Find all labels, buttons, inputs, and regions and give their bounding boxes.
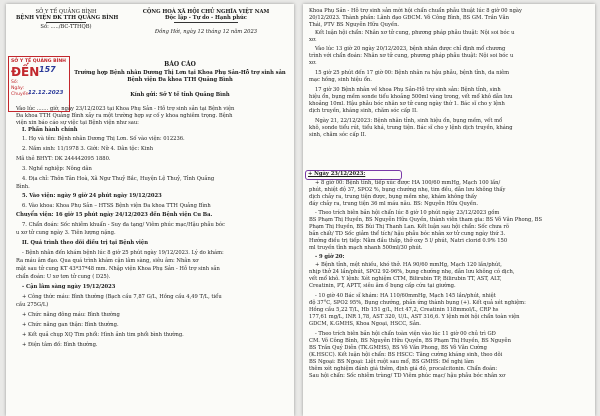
- body-line: 3. Nghề nghiệp: Nông dân: [22, 166, 92, 172]
- stamp-number-handwritten: 157: [39, 65, 56, 74]
- body-line: trình với chẩn đoán: Nhân xơ tử cung, phương pháp phẫu thuật: Nội soi bóc u: [309, 53, 514, 59]
- body-line: + Chức năng gan thận: Bình thường.: [22, 322, 119, 328]
- header-divider-right: [174, 22, 238, 23]
- body-line: 20/12/2023. Thành phần: Lãnh đạo GĐCM. Võ Công Bình, BS GM. Trần Văn: [309, 15, 509, 21]
- body-line: + Kết quả chụp XQ Tim phổi: Hình ảnh tim phổi bình thường.: [22, 332, 184, 338]
- body-line: - Theo trích biên bản hội chẩn toàn viện vào lúc 11 giờ 00 chủ trì GĐ: [315, 331, 496, 337]
- body-line: + 8 giờ 00: Bệnh tỉnh, tiếp xúc được HA 100/60 mmHg, Mạch 100 lần/: [315, 180, 501, 186]
- stamp-forward-label: Chuyển:: [11, 92, 31, 97]
- document-number: Số: ...../BC-TTHQB): [40, 24, 92, 30]
- body-line: Ngày 21, 22/12/2023: Bệnh nhân tỉnh, sinh hiệu ổn, bụng mềm, vết mổ: [315, 118, 503, 124]
- body-line: Mã thẻ BHYT: DK 244442095 1880.: [16, 156, 111, 162]
- body-line: chẩn đoán: U xơ tơn tử cung ( D25).: [16, 274, 111, 280]
- body-line: độ 37°C, SPO2 95%, Bụng chướng, phản ứng thành bụng (+). Kết quả xét nghiệm:: [309, 300, 526, 306]
- body-line: + Công thức máu: Bình thường (Bạch cầu 7,87 G/L, Hồng cầu 4,49 T/L, tiểu: [22, 294, 222, 300]
- body-line: BS Phạm Thị Huyền, BS Nguyễn Hữu Quyền, thành viên tham gia: BS Võ Văn Phong, BS: [309, 217, 542, 223]
- header-org-line-1: SỞ Y TẾ QUẢNG BÌNH: [35, 9, 97, 15]
- body-line: 7. Chẩn đoán: Sốc nhiễm khuẩn - Suy đa tạng/ Viêm phúc mạc/Hậu phẫu bóc: [22, 222, 225, 228]
- body-line: Phạm Thị Huyền, BS Bùi Thị Thanh Lan. Kết luận sau hội chẩn: Sốc chưa rõ: [309, 224, 509, 230]
- body-line: vết mổ khô. Y lệnh: Xét nghiệm CTM, Bilirubin TP, Bilirubin TT, AST, ALT,: [309, 276, 502, 282]
- body-line: 17 giờ 30 Bệnh nhân về khoa Phụ Sản-Hỗ trợ sinh sản: Bệnh tỉnh, sinh: [315, 87, 501, 93]
- header-org-line-2: BỆNH VIỆN ĐK TTH QUẢNG BÌNH: [16, 15, 119, 21]
- body-line: Vào lúc ....... giờ, ngày 23/12/2023 tại Khoa Phụ Sản - Hỗ trợ sinh sản tại Bệnh viện: [16, 106, 235, 112]
- body-line: thêm xét nghiệm đánh giá thêm, định giá đó, procalcitonin. Chẩn đoán:: [309, 366, 498, 372]
- incoming-stamp: [8, 56, 70, 112]
- body-line: viện xin báo cáo sự việc tại Bệnh viện như sau:: [16, 120, 139, 126]
- body-line: dịch chảy ra, trung tiện được, bụng mềm nhẹ, khám không thấy: [309, 194, 477, 200]
- report-subtitle-line-2: Bệnh viện Đa khoa TTH Quảng Bình: [127, 77, 233, 83]
- body-line: khô, sonde tiểu rút, tiểu khá, trung tiện. Bác sĩ cho y lệnh dịch truyền, kháng: [309, 125, 513, 131]
- body-line: 4. Địa chỉ: Thôn Tân Hoà, Xã Ngư Thuỷ Bắc, Huyện Lệ Thuỷ, Tỉnh Quảng: [22, 176, 215, 182]
- body-line: nhịp thở 24 lần/phút, SPO2 92-96%, bụng chướng nhẹ, dẫn lưu không có dịch,: [309, 269, 515, 275]
- stamp-date-label: Ngày:: [11, 86, 25, 91]
- body-line: 5. Vào viện: ngày 9 giờ 24 phút ngày 19/12/2023: [22, 193, 162, 199]
- body-line: bản chất/ TD Sốc giảm thể tích/ hậu phẫu bóc nhân xơ tử cung ngày thứ 3.: [309, 231, 506, 237]
- body-line: Đa khoa TTH Quảng Bình xảy ra một trường hợp sự cố y khoa nghiêm trọng. Bệnh: [16, 113, 233, 119]
- body-line: Creatinin, PT, APTT, siêu âm ổ bụng cấp cứu tại giường.: [309, 283, 456, 289]
- stamp-org: SỞ Y TẾ QUẢNG BÌNH: [11, 59, 67, 64]
- section-heading: I. Phần hành chính: [22, 127, 78, 133]
- body-line: Khoa Phụ Sản - Hỗ trợ sinh sản mời hội chẩn chuẩn phẫu thuật lúc 8 giờ 00 ngày: [309, 8, 522, 14]
- header-motto: Độc lập - Tự do - Hạnh phúc: [165, 15, 247, 21]
- body-line: - Cận lâm sàng ngày 19/12/2023: [22, 284, 116, 290]
- body-line: - 9 giờ 20:: [315, 254, 345, 260]
- body-line: hiệu ổn, bụng mềm sonde tiểu khoảng 500ml vàng trong, vết mổ khô dẫn lưu: [309, 94, 513, 100]
- body-line: mặt sau tử cung KT 43*37*48 mm. Nhập viện Khoa Phụ Sản - Hỗ trợ sinh sản: [16, 266, 220, 272]
- body-line: BS Trần Quý Diễn (TK.GMHS), BS Võ Văn Phong, BS Võ Văn Cường: [309, 345, 487, 351]
- body-line: Vào lúc 13 giờ 20 ngày 20/12/2023, bệnh nhân được chỉ định mổ chương: [315, 46, 506, 52]
- body-line: Hồng cầu 5,22 T/L, Hb 151 g/L, Hct 47,2, Creatinin 118mmol/L, CRP hs: [309, 307, 499, 313]
- body-line: - Theo trích biên bản hội chẩn lúc 8 giờ 10 phút ngày 23/12/2023 gồm: [315, 210, 500, 216]
- page-1: [6, 4, 294, 416]
- body-line: u xơ tử cung ngày 3. Tiên lượng nặng.: [16, 230, 116, 236]
- body-line: + Điện tâm đồ: Bình thường.: [22, 342, 98, 348]
- stamp-number-label: Số:: [11, 80, 19, 85]
- body-line: Bình.: [16, 184, 30, 190]
- report-subtitle-line-1: Trường hợp Bệnh nhân Dương Thị Lơn tại Khoa Phụ Sản-Hỗ trợ sinh sản: [74, 70, 286, 76]
- body-line: khoảng 10ml. Hậu phẫu bóc nhân xơ tử cung ngày thứ 1. Bác sĩ cho y lệnh: [309, 101, 505, 107]
- body-line: xơ.: [309, 60, 317, 66]
- body-line: 2. Năm sinh: 11/1978 3. Giới: Nữ 4. Dân tộc: Kinh: [22, 146, 154, 152]
- body-line: mạc hồng, sinh hiệu ổn.: [309, 77, 372, 83]
- body-line: + Bệnh tỉnh, mệt nhiều, khó thở. HA 90/60 mmHg, Mạch 120 lần/phút,: [315, 262, 502, 268]
- body-line: 177,61 mg/L, INR 1,78, AST 320, U/L, AST 316,6. Y lệnh mời hội chẩn toàn viện: [309, 314, 520, 320]
- body-line: CM. Võ Công Bình, BS Nguyễn Hữu Quyền, BS Phạm Thị Huyền, BS Nguyễn: [309, 338, 511, 344]
- body-line: xơ.: [309, 37, 317, 43]
- body-line: ml truyền tĩnh mạch nhanh 500ml/30 phút.: [309, 245, 423, 251]
- date-heading: + Ngày 23/12/2023:: [308, 171, 366, 177]
- body-line: + Chức năng đông máu: Bình thường: [22, 312, 120, 318]
- section-heading: II. Quá trình theo dõi điều trị tại Bệnh viện: [22, 240, 148, 246]
- report-title: BÁO CÁO: [164, 61, 196, 68]
- body-line: - 10 giờ 40 Bác sĩ khám: HA 110/60mmHg, Mạch 145 lần/phút, nhiệt: [315, 293, 496, 299]
- body-line: BS Ngoại: BS Ngoại: Liệt ruột sau mổ, BS GMHS: Đề nghị làm: [309, 359, 474, 365]
- body-line: đáy chảy ra, trung tiện 36 ml máu nâu. BS: Nguyễn Hữu Quyền.: [309, 201, 478, 207]
- body-line: Kết luận hội chẩn: Nhân xơ tử cung, phương pháp phẫu thuật: Nội soi bóc u: [315, 30, 515, 36]
- body-line: Sau hội chẩn: Sốc nhiễm trùng/ TD Viêm phúc mạc/ hậu phẫu bóc nhân xơ: [309, 373, 506, 379]
- body-line: Chuyển viện: 16 giờ 15 phút ngày 24/12/2023 đến Bệnh viện Cu Ba.: [16, 212, 213, 218]
- recipient-line: Kính gửi: Sở Y tế tỉnh Quảng Bình: [130, 92, 230, 98]
- header-divider-left: [46, 22, 86, 23]
- body-line: Thái, PTV BS Nguyễn Hữu Quyền.: [309, 22, 400, 28]
- body-line: 1. Họ và tên: Bệnh nhân Dương Thị Lơn. Số vào viện: 012236.: [22, 136, 185, 142]
- body-line: - Bệnh nhân đến khám bệnh lúc 8 giờ 25 phút ngày 19/12/2023. Lý do khám:: [22, 250, 224, 256]
- body-line: Hướng điều trị tiếp: Nằm đầu thấp, thở oxy 5 l/ phút, Natri clorid 0.9% 150: [309, 238, 508, 244]
- body-line: dịch truyền, kháng sinh, chăm sóc cấp II.: [309, 108, 418, 114]
- body-line: Ra máu âm đạo. Qua quá trình khám cận lâm sàng, siêu âm: Nhân xơ: [16, 258, 199, 264]
- page-2: [303, 4, 595, 416]
- body-line: sinh, chăm sóc cấp II.: [309, 132, 367, 138]
- date-line: Đồng Hới, ngày 12 tháng 12 năm 2023: [154, 29, 258, 35]
- body-line: 6. Vào khoa: Khoa Phụ Sản – HTSS Bệnh viện Đa khoa TTH Quảng Bình: [22, 203, 211, 209]
- body-line: 15 giờ 25 phút đến 17 giờ 00: Bệnh nhân ra hậu phẫu, bệnh tỉnh, da niêm: [315, 70, 510, 76]
- body-line: cầu 275G/L): [16, 302, 49, 308]
- body-line: GDCM, K.GMHS, Khoa Ngoại, HSCC, Sản.: [309, 321, 421, 327]
- body-line: (K.HSCC). Kết luận hội chẩn: BS HSCC: Tăng cường kháng sinh, theo dõi: [309, 352, 503, 358]
- header-nation: CỘNG HOÀ XÃ HỘI CHỦ NGHĨA VIỆT NAM: [142, 9, 270, 15]
- stamp-den: ĐẾN: [11, 65, 40, 79]
- stamp-date-handwritten: 12.12.2023: [28, 90, 64, 96]
- body-line: phút, nhiệt độ 37, SPO2 %, bụng chướng nhẹ, tim đều, dẫn lưu không thấy: [309, 187, 506, 193]
